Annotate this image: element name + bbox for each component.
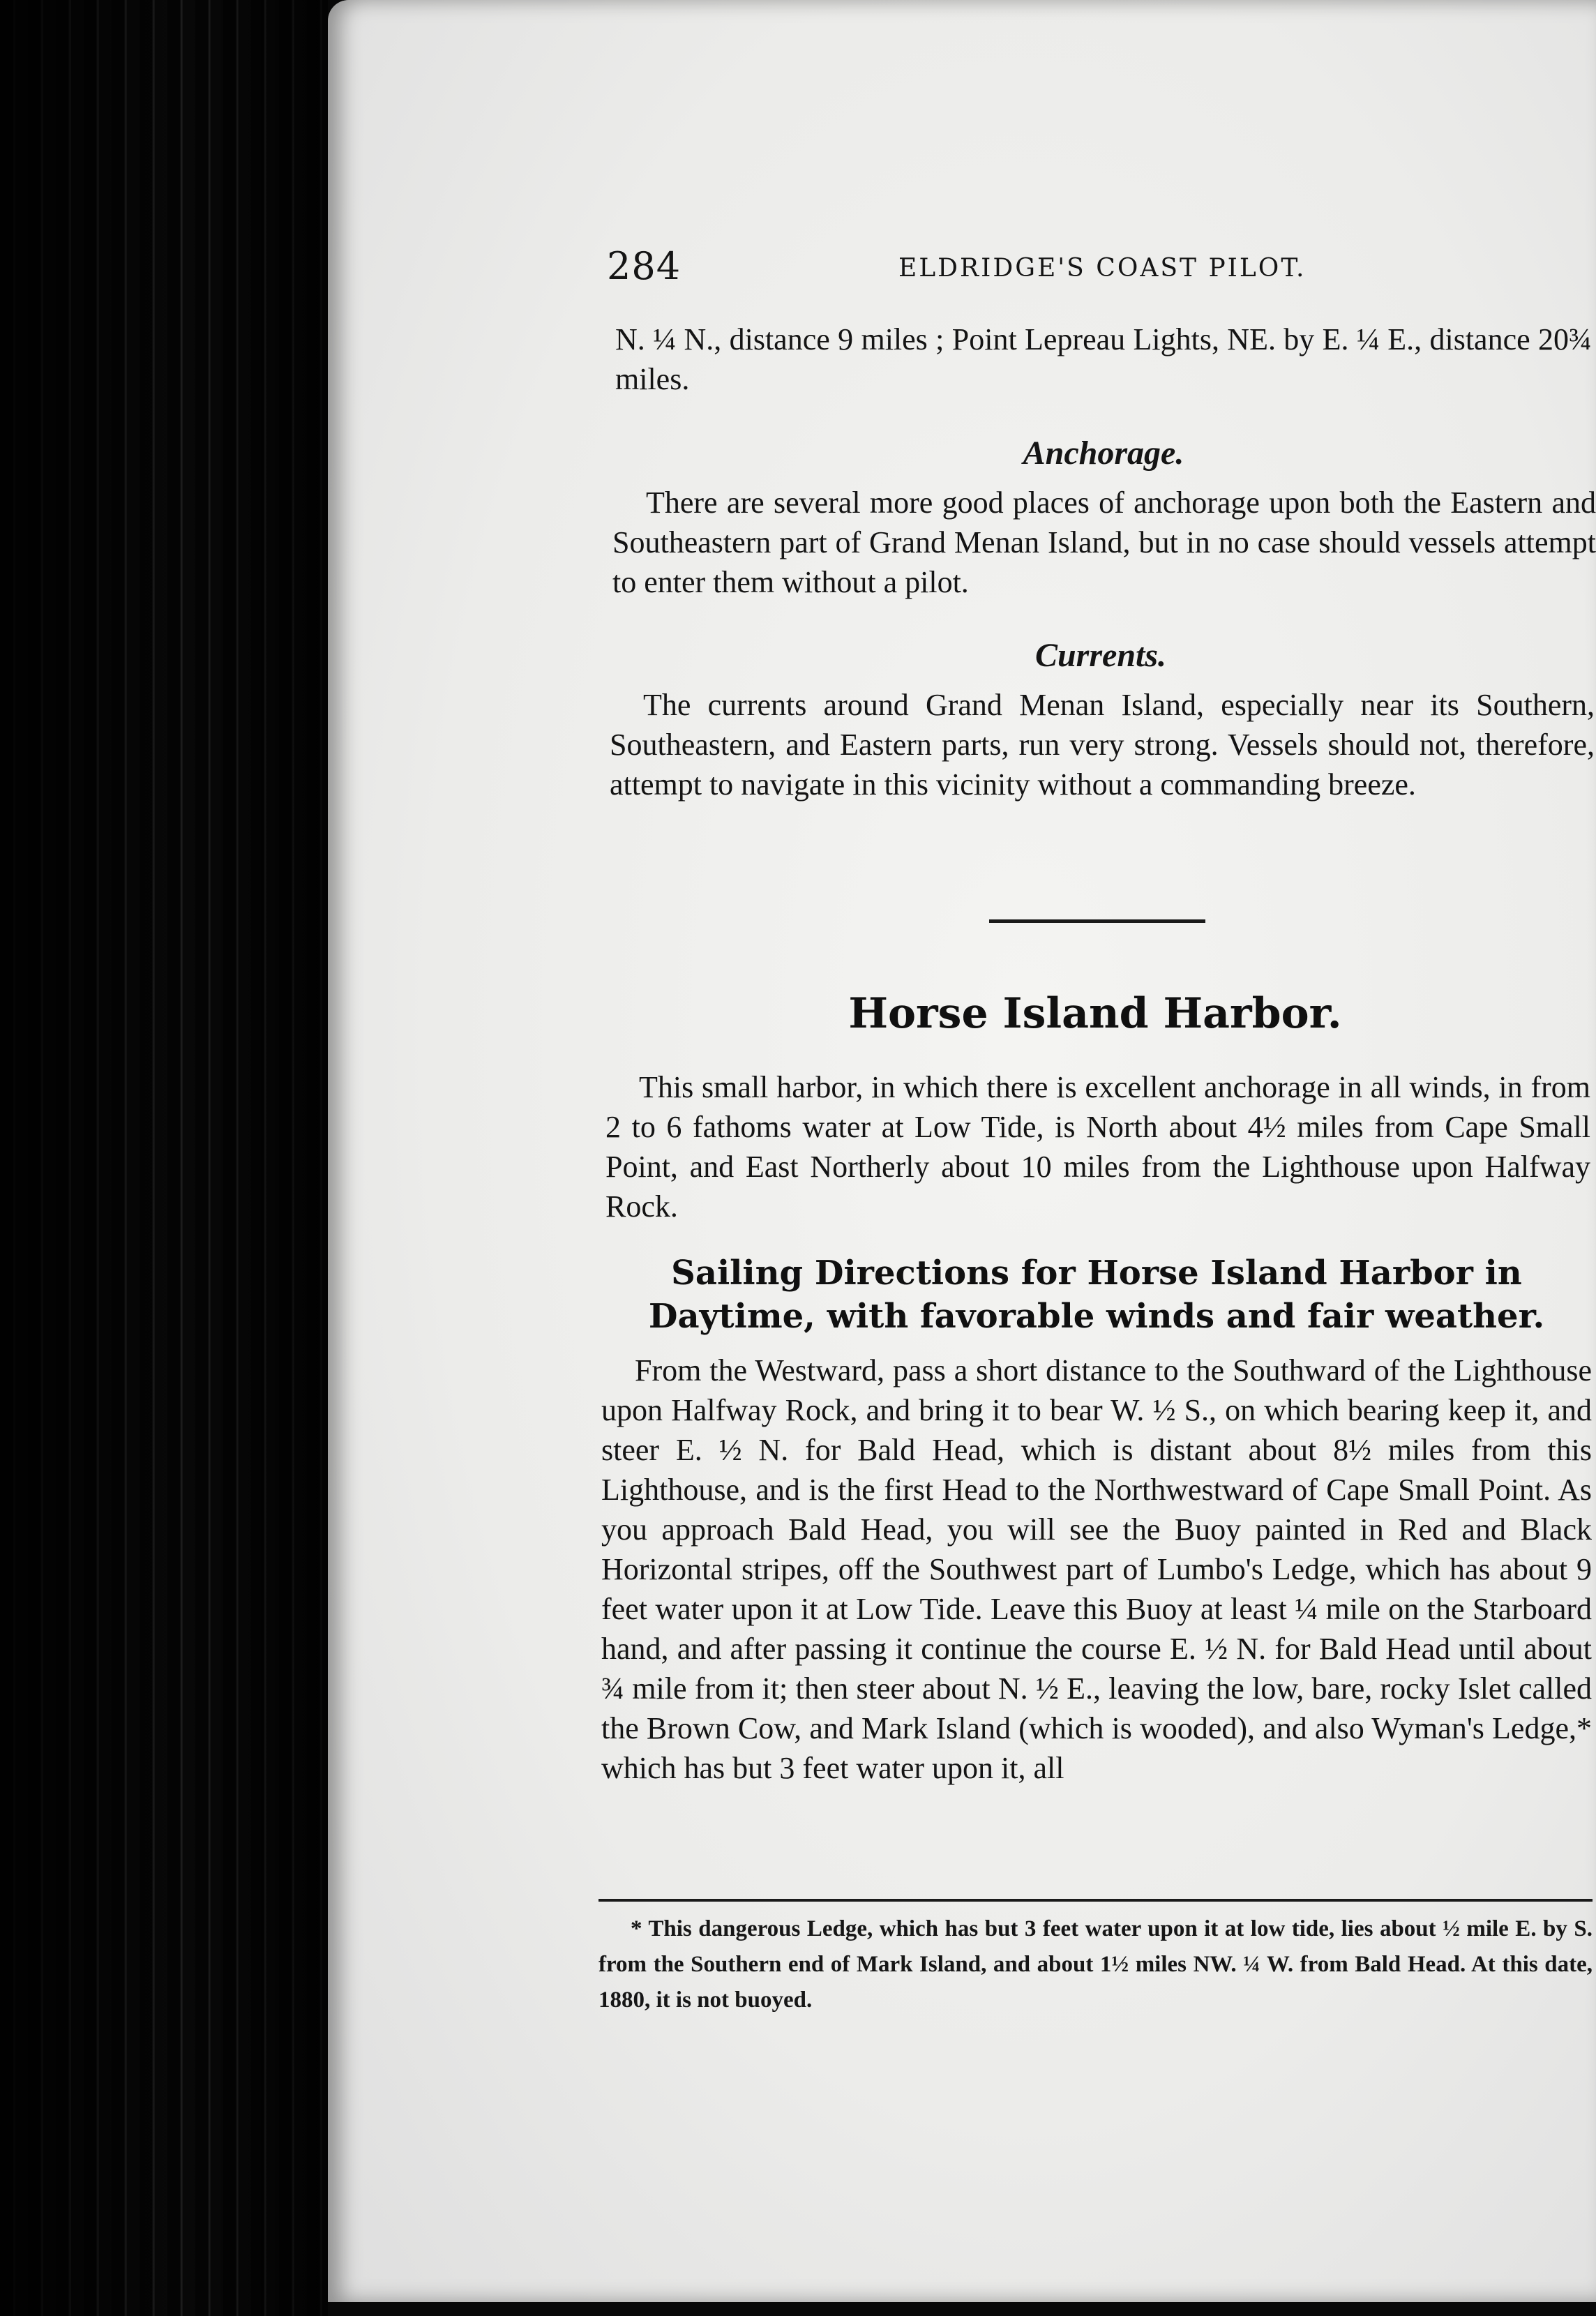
sailing-directions-paragraph: From the Westward, pass a short distance to the Southward of the Lighthouse upon Halfway Rock, and bring it to bear W. ½ S., on which bearing keep it, and steer E. ½ N. for Bald Head, which is distant about 8½ miles from this Lighthouse, and is the first Head to the Northwestward of Cape Small Point. As you approach Bald Head, you will see the Buoy painted in Red and Black Horizontal stripes, off the Southwest part of Lumbo's Ledge, which has about 9 feet water upon it at Low Tide. Leave this Buoy at least ¼ mile on the Starboard hand, and after passing it continue the course E. ½ N. for Bald Head until about ¾ mile from it; then steer about N. ½ E., leaving the low, bare, rocky Islet called the Brown Cow, and Mark Island (which is wooded), and also Wyman's Ledge,* which has but 3 feet water upon it, all	[601, 1353, 1592, 1785]
currents-paragraph: The currents around Grand Menan Island, especially near its Southern, Southeastern, and Eastern parts, run very strong. Vessels should not, therefore, attempt to navigate in this vicinity without a commanding breeze.	[610, 688, 1595, 802]
footnote: * This dangerous Ledge, which has but 3 feet water upon it at low tide, lies about ½ mile E. by S. from the Southern end of Mark Island, and about 1½ miles NW. ¼ W. from Bald Head. At this date, 1880, it is not buoyed.	[598, 1916, 1593, 2013]
anchorage-heading: Anchorage.	[1023, 435, 1184, 472]
continuation-paragraph: N. ¼ N., distance 9 miles ; Point Lepreau Lights, NE. by E. ¼ E., distance 20¾ miles.	[615, 322, 1592, 396]
horse-island-paragraph: This small harbor, in which there is excellent anchorage in all winds, in from 2 to 6 fathoms water at Low Tide, is North about 4½ miles from Cape Small Point, and East Northerly about 10 miles from the Lighthouse upon Halfway Rock.	[605, 1070, 1590, 1224]
footnote-rule	[598, 1899, 1593, 1902]
running-title: ELDRIDGE'S COAST PILOT.	[898, 254, 1307, 283]
anchorage-paragraph: There are several more good places of anchorage upon both the Eastern and Southeastern part of Grand Menan Island, but in no case should vessels attempt to enter them without a pilot.	[612, 486, 1596, 599]
running-head	[607, 244, 1596, 293]
page-number: 284	[607, 244, 682, 288]
currents-heading: Currents.	[1034, 637, 1167, 674]
printed-page	[328, 0, 1596, 2302]
section-divider-rule	[989, 919, 1205, 923]
book-spine-shadow	[0, 0, 328, 2316]
horse-island-heading: Horse Island Harbor.	[848, 989, 1342, 1038]
sailing-directions-heading: Sailing Directions for Horse Island Harbor in Daytime, with favorable winds and fair weather.	[648, 1254, 1545, 1336]
